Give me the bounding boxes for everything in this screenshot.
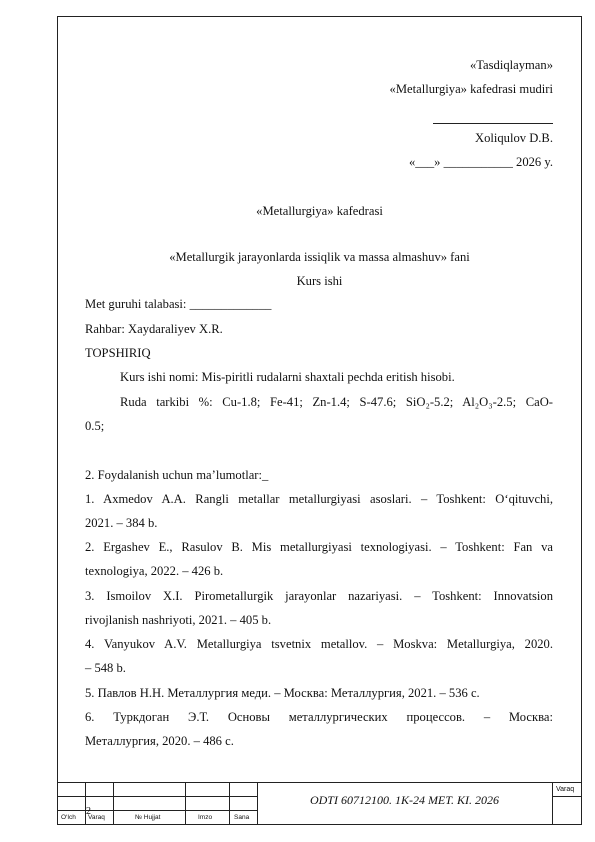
document-code: ODTI 60712100. 1K-24 MET. KI. 2026 [309,793,500,807]
sheet-label: Varaq [556,786,575,793]
approval-position: «Metallurgiya» kafedrasi mudiri [389,82,553,96]
literature-heading: 2. Foydalanish uchun ma’lumotlar:_ [85,468,269,482]
supervisor-line: Rahbar: Xaydaraliyev X.R. [85,322,223,336]
literature-item: 1. Axmedov A.A. Rangli metallar metallurgiyasi asoslari. – Toshkent: O‘qituvchi, [85,492,553,506]
department-title: «Metallurgiya» kafedrasi [256,204,383,218]
literature-item-cont: texnologiya, 2022. – 426 b. [85,564,224,578]
student-line: Met guruhi talabasi: _____________ [85,297,272,311]
literature-item: 2. Ergashev E., Rasulov B. Mis metallurgiyasi texnologiyasi. – Toshkent: Fan va [85,540,553,554]
approval-line: «Tasdiqlayman» [469,58,553,72]
composition-line: Ruda tarkibi %: Cu-1.8; Fe-41; Zn-1.4; S-47.6; SiO₂-5.2; Al₂O₃-2.5; CaO- [120,395,553,409]
approver-name: Xoliqulov D.B. [474,131,553,145]
col-hujjat: № Hujjat [135,814,161,821]
literature-item-cont: 2021. – 384 b. [85,516,158,530]
topic-line: Kurs ishi nomi: Mis-piritli rudalarni shaxtali pechda eritish hisobi. [120,370,455,384]
literature-item-cont: Металлургия, 2020. – 486 с. [85,734,234,748]
composition-line-end: 0.5; [85,419,105,433]
literature-item-cont: – 548 b. [85,661,126,675]
literature-item: 5. Павлов Н.Н. Металлургия меди. – Москва: Металлургия, 2021. – 536 с. [85,686,480,700]
approval-date: «___» ___________ 2026 y. [408,155,553,169]
signature-line [433,123,553,124]
col-imzo: Imzo [198,814,213,821]
literature-item: 4. Vanyukov A.V. Metallurgiya tsvetnix metallov. – Moskva: Metallurgiya, 2020. [85,637,553,651]
task-heading: TOPSHIRIQ [85,346,151,360]
literature-item: 6. Туркдоган Э.Т. Основы металлургических процессов. – Москва: [85,710,553,724]
subject-title: «Metallurgik jarayonlarda issiqlik va massa almashuv» fani [169,250,470,264]
title-block [57,782,582,825]
col-sana: Sana [234,814,250,821]
col-olch: O‘lch [61,814,76,821]
col-varaq: Varaq [88,814,105,821]
page-number: 2 [86,806,91,817]
work-type: Kurs ishi [296,274,343,288]
literature-item-cont: rivojlanish nashriyoti, 2021. – 405 b. [85,613,272,627]
literature-item: 3. Ismoilov X.I. Pirometallurgik jarayonlar nazariyasi. – Toshkent: Innovatsion [85,589,553,603]
